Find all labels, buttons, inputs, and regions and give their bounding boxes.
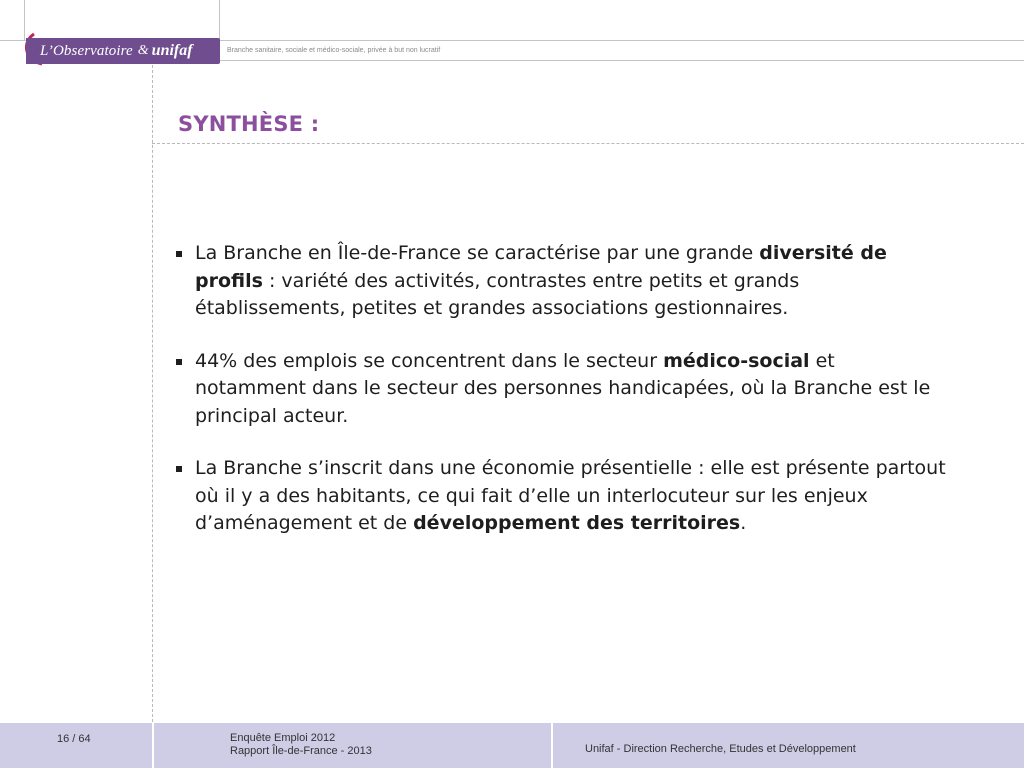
header-divider-right	[219, 0, 220, 40]
bullet-text: : variété des activités, contrastes entre petits et grands établissements, petites et grandes associations gestionnaires.	[195, 269, 800, 319]
title-divider	[152, 143, 1024, 144]
header-rule-bottom	[220, 60, 1024, 61]
bullet-emphasis: diversité de profils	[195, 242, 887, 292]
report-info	[230, 732, 372, 758]
bullet-text: La Branche en Île-de-France se caractérise par une grande	[195, 242, 760, 264]
list-item	[176, 348, 946, 431]
bullet-text: .	[740, 512, 747, 534]
logo-text-observatoire: L’Observatoire	[40, 42, 133, 59]
slide-title: SYNTHÈSE :	[178, 112, 320, 136]
bullet-square-icon	[176, 359, 182, 365]
bullet-emphasis: médico-social	[663, 349, 810, 372]
footer-separator	[152, 723, 154, 768]
footer-separator	[551, 723, 553, 768]
logo[interactable]	[26, 38, 220, 64]
bullet-square-icon	[176, 251, 182, 257]
page-number: 16 / 64	[57, 733, 91, 745]
report-subtitle: Rapport Île-de-France - 2013	[230, 745, 372, 757]
report-title: Enquête Emploi 2012	[230, 732, 336, 744]
list-item	[176, 455, 946, 538]
footer-bar	[0, 723, 1024, 768]
bullet-square-icon	[176, 466, 182, 472]
footer-organization: Unifaf - Direction Recherche, Etudes et Développement	[585, 743, 856, 755]
logo-text-ampersand: &	[137, 43, 149, 58]
bullet-text: La Branche s’inscrit dans une économie présentielle : elle est présente partout où il y a des habitants, ce qui fait d’elle un interlocuteur sur les enjeux d’aménagement et de	[195, 457, 946, 534]
synthesis-list	[176, 240, 946, 563]
bullet-emphasis: développement des territoires	[413, 512, 741, 534]
header-tagline: Branche sanitaire, sociale et médico-sociale, privée à but non lucratif	[227, 47, 441, 54]
bullet-text: et notamment dans le secteur des personnes handicapées, où la Branche est le principal acteur.	[195, 349, 931, 427]
content-divider-vertical	[152, 60, 153, 722]
logo-text-unifaf: unifaf	[151, 42, 193, 59]
bullet-text: 44% des emplois se concentrent dans le secteur	[195, 349, 664, 372]
list-item	[176, 240, 946, 323]
